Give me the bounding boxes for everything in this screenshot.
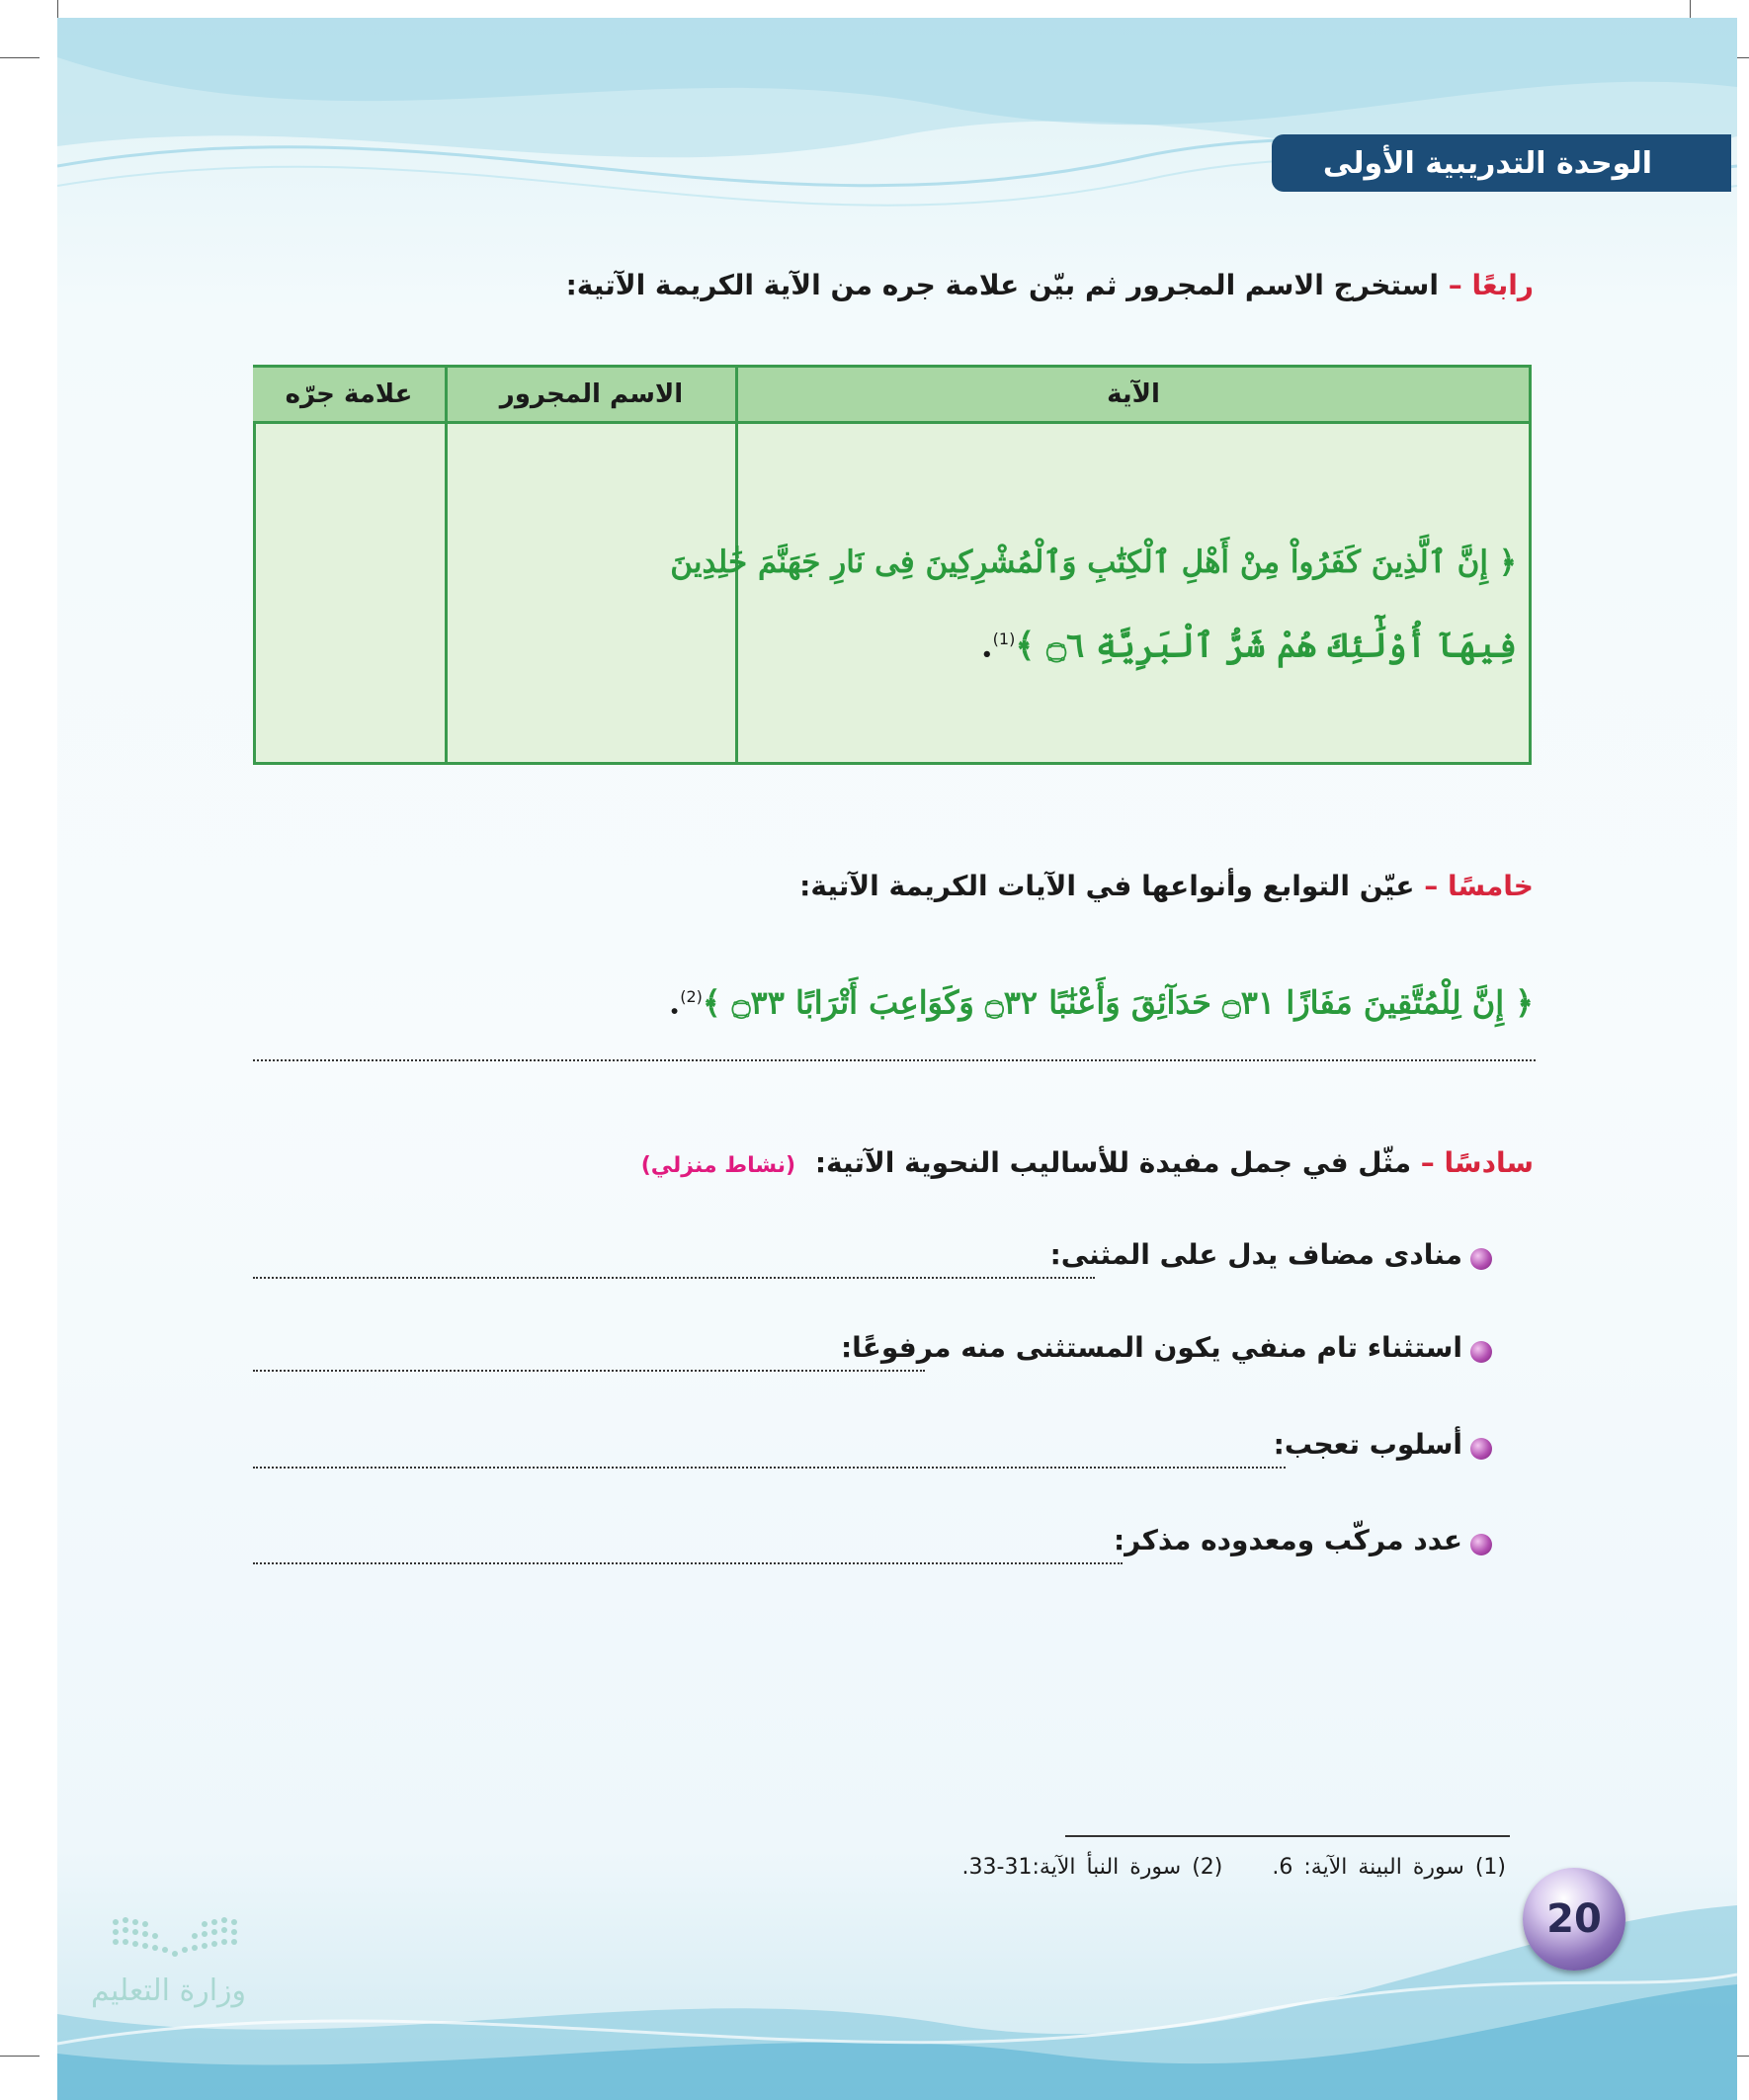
verse-line-2 xyxy=(746,601,1517,684)
answer-line-exception[interactable] xyxy=(253,1370,925,1372)
section-5-verse-text: ﴿ إِنَّ لِلْمُتَّقِينَ مَفَازًا ۝٣١ حَدَآئِقَ وَأَعْنَٰبًا ۝٣٢ وَكَوَاعِبَ أَتْرَابًا ۝٣٣ ﴾ xyxy=(702,983,1534,1022)
prompt-exclamation: أسلوب تعجب: xyxy=(1273,1428,1462,1461)
verse-analysis-table xyxy=(253,365,1532,765)
section-5-dash: – xyxy=(1424,870,1439,902)
bullet-icon xyxy=(1470,1341,1492,1363)
table-header-genitive-noun xyxy=(448,368,735,421)
genitive-sign-answer-cell[interactable] xyxy=(253,424,445,762)
table-header-genitive-noun-label: الاسم المجرور xyxy=(499,379,684,409)
table-header-genitive-sign xyxy=(253,368,445,421)
prompt-compound-number: عدد مركّب ومعدوده مذكر: xyxy=(1113,1524,1462,1556)
footnote-1: (1) سورة البينة الآية: 6. xyxy=(1272,1855,1506,1880)
verse-line-1: ﴿ إِنَّ ٱلَّذِينَ كَفَرُواْ مِنْ أَهْلِ ٱلْكِتَٰبِ وَٱلْمُشْرِكِينَ فِى نَارِ جَهَنَّمَ خَٰلِدِينَ xyxy=(670,545,1517,580)
prompt-vocative: منادى مضاف يدل على المثنى: xyxy=(1049,1238,1462,1271)
table-header-verse-label: الآية xyxy=(1107,379,1160,409)
section-4-ordinal: رابعًا xyxy=(1471,269,1534,301)
verse-end-dot: . xyxy=(669,983,681,1022)
section-4-instruction: استخرج الاسم المجرور ثم بيّن علامة جره من الآية الكريمة الآتية: xyxy=(565,269,1439,301)
unit-title: الوحدة التدريبية الأولى xyxy=(1322,145,1652,181)
section-6-ordinal: سادسًا xyxy=(1444,1146,1534,1179)
answer-line-exclamation[interactable] xyxy=(253,1467,1286,1469)
table-header-genitive-sign-label: علامة جرّه xyxy=(285,379,413,409)
footnote-ref-1: (1) xyxy=(992,630,1016,648)
genitive-noun-answer-cell[interactable] xyxy=(448,424,735,762)
verse-line-2-text: فِيهَآ أُوْلَٰٓئِكَ هُمْ شَرُّ ٱلْبَرِيَّةِ ۝٦ ﴾ xyxy=(1015,626,1517,666)
answer-line-vocative[interactable] xyxy=(253,1277,1095,1279)
answer-line-compound-number[interactable] xyxy=(253,1562,1123,1564)
section-5-verse xyxy=(669,959,1534,1042)
verse-end-dot: . xyxy=(980,626,993,666)
answer-line-section-5[interactable] xyxy=(253,1059,1536,1061)
bottom-wave-decoration xyxy=(57,1866,1737,2100)
table-header-verse xyxy=(738,368,1529,421)
footnote-2: (2) سورة النبأ الآية:31-33. xyxy=(961,1855,1223,1880)
bullet-icon xyxy=(1470,1248,1492,1270)
page-number: 20 xyxy=(1546,1896,1602,1942)
bullet-icon xyxy=(1470,1534,1492,1555)
section-4-heading xyxy=(566,269,1534,301)
bullet-icon xyxy=(1470,1438,1492,1460)
verse-cell xyxy=(670,524,1517,684)
unit-title-banner xyxy=(1272,134,1731,192)
footnote-ref-2: (2) xyxy=(680,987,703,1006)
section-5-heading xyxy=(799,870,1534,902)
prompt-exception: استثناء تام منفي يكون المستثنى منه مرفوعًا: xyxy=(840,1331,1462,1364)
crop-mark xyxy=(0,2056,40,2057)
ministry-name: وزارة التعليم xyxy=(91,1974,247,2008)
crop-mark xyxy=(0,57,40,58)
home-activity-note: (نشاط منزلي) xyxy=(640,1153,796,1178)
section-6-heading xyxy=(641,1146,1534,1179)
section-6-dash: – xyxy=(1420,1146,1435,1179)
section-5-ordinal: خامسًا xyxy=(1447,870,1534,902)
section-4-dash: – xyxy=(1448,269,1462,301)
section-5-instruction: عيّن التوابع وأنواعها في الآيات الكريمة الآتية: xyxy=(799,870,1415,902)
footnotes xyxy=(962,1855,1506,1880)
footnote-separator xyxy=(1065,1835,1510,1837)
section-6-instruction: مثّل في جمل مفيدة للأساليب النحوية الآتية: xyxy=(814,1146,1412,1179)
page-number-badge xyxy=(1523,1868,1625,1971)
